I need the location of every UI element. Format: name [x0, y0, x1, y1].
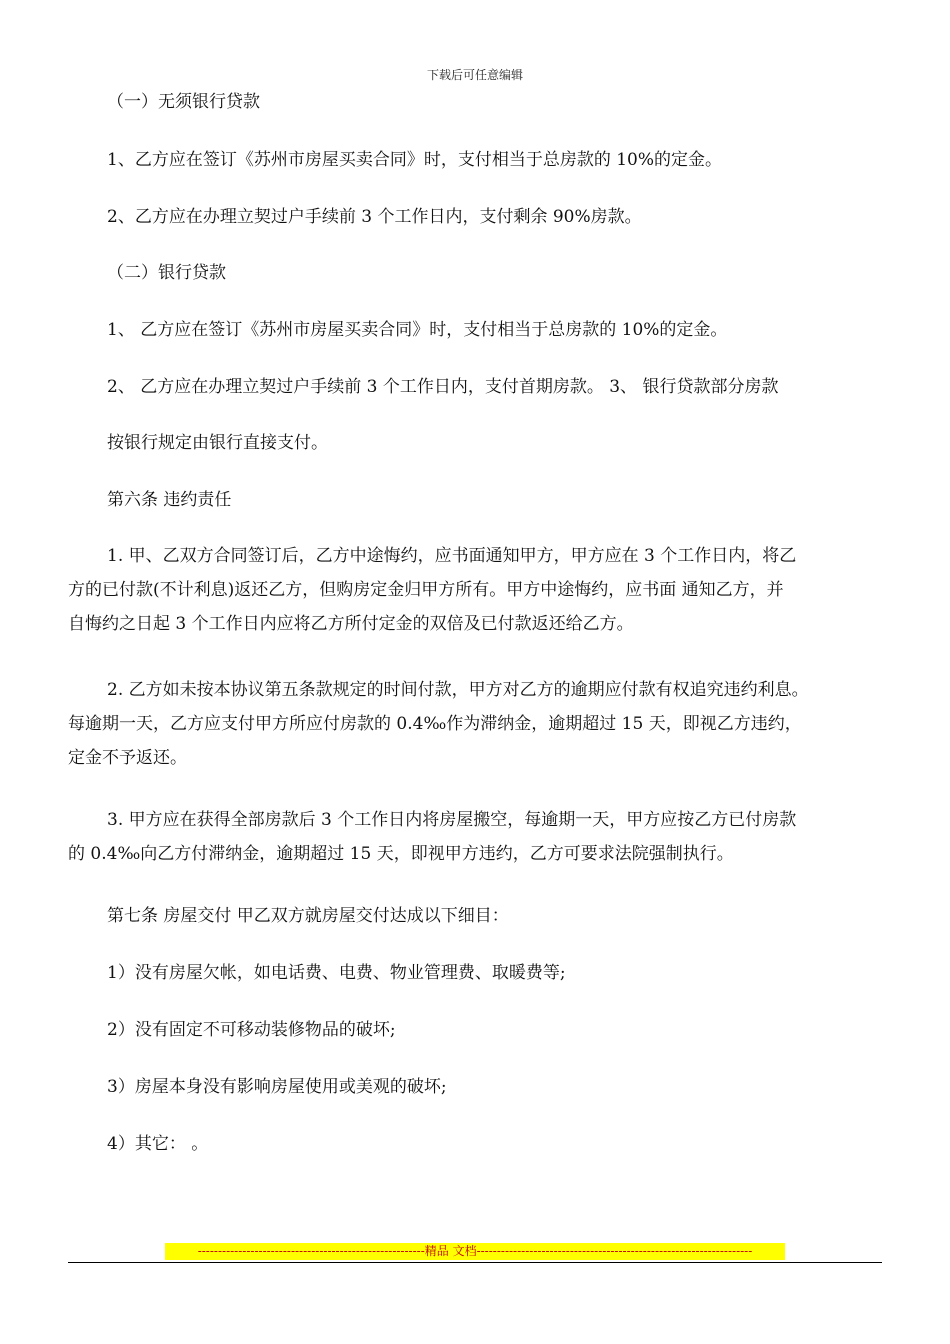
footer-divider — [68, 1262, 882, 1263]
paragraph-remaining-payment: 2、乙方应在办理立契过户手续前 3 个工作日内，支付剩余 90%房款。 — [107, 207, 642, 227]
clause-6-3-line-1: 3. 甲方应在获得全部房款后 3 个工作日内将房屋搬空，每逾期一天，甲方应按乙方已付房款 — [107, 810, 797, 830]
section-heading-bank-loan: （二）银行贷款 — [107, 263, 226, 283]
article-seven-heading: 第七条 房屋交付 甲乙双方就房屋交付达成以下细目： — [107, 906, 509, 926]
paragraph-bank-direct-payment: 按银行规定由银行直接支付。 — [107, 433, 328, 453]
delivery-item-2: 2）没有固定不可移动装修物品的破坏; — [107, 1020, 396, 1040]
section-heading-no-loan: （一）无须银行贷款 — [107, 92, 260, 112]
header-note: 下载后可任意编辑 — [426, 68, 523, 82]
article-six-heading: 第六条 违约责任 — [107, 490, 232, 510]
clause-6-1-line-1: 1. 甲、乙双方合同签订后，乙方中途悔约，应书面通知甲方，甲方应在 3 个工作日内，将乙 — [107, 546, 797, 566]
clause-6-2-line-1: 2. 乙方如未按本协议第五条款规定的时间付款，甲方对乙方的逾期应付款有权追究违约利息。 — [107, 680, 809, 700]
delivery-item-4: 4）其它： 。 — [107, 1134, 209, 1154]
paragraph-deposit-bank-loan: 1、 乙方应在签订《苏州市房屋买卖合同》时，支付相当于总房款的 10%的定金。 — [107, 320, 728, 340]
clause-6-2-line-3: 定金不予返还。 — [68, 748, 187, 768]
clause-6-1-line-3: 自悔约之日起 3 个工作日内应将乙方所付定金的双倍及已付款返还给乙方。 — [68, 614, 634, 634]
clause-6-3 — [68, 803, 898, 871]
clause-6-2-line-2: 每逾期一天，乙方应支付甲方所应付房款的 0.4‰作为滞纳金，逾期超过 15 天，即视乙方违约， — [68, 714, 802, 734]
clause-6-3-line-2: 的 0.4‰向乙方付滞纳金，逾期超过 15 天，即视甲方违约，乙方可要求法院强制执行。 — [68, 844, 734, 864]
clause-6-2 — [68, 673, 898, 775]
delivery-item-1: 1）没有房屋欠帐，如电话费、电费、物业管理费、取暖费等; — [107, 963, 566, 983]
clause-6-1-line-2: 方的已付款(不计利息)返还乙方，但购房定金归甲方所有。甲方中途悔约，应书面 通知乙方，并 — [68, 580, 784, 600]
delivery-item-3: 3）房屋本身没有影响房屋使用或美观的破坏; — [107, 1077, 447, 1097]
paragraph-deposit-no-loan: 1、乙方应在签订《苏州市房屋买卖合同》时，支付相当于总房款的 10%的定金。 — [107, 150, 723, 170]
paragraph-down-payment: 2、 乙方应在办理立契过户手续前 3 个工作日内，支付首期房款。 3、 银行贷款部分房款 — [107, 377, 779, 397]
footer-label: --------------------------------------------------------精品 文档-------------------------------------------------------------------- — [165, 1243, 785, 1260]
clause-6-1 — [68, 539, 898, 641]
